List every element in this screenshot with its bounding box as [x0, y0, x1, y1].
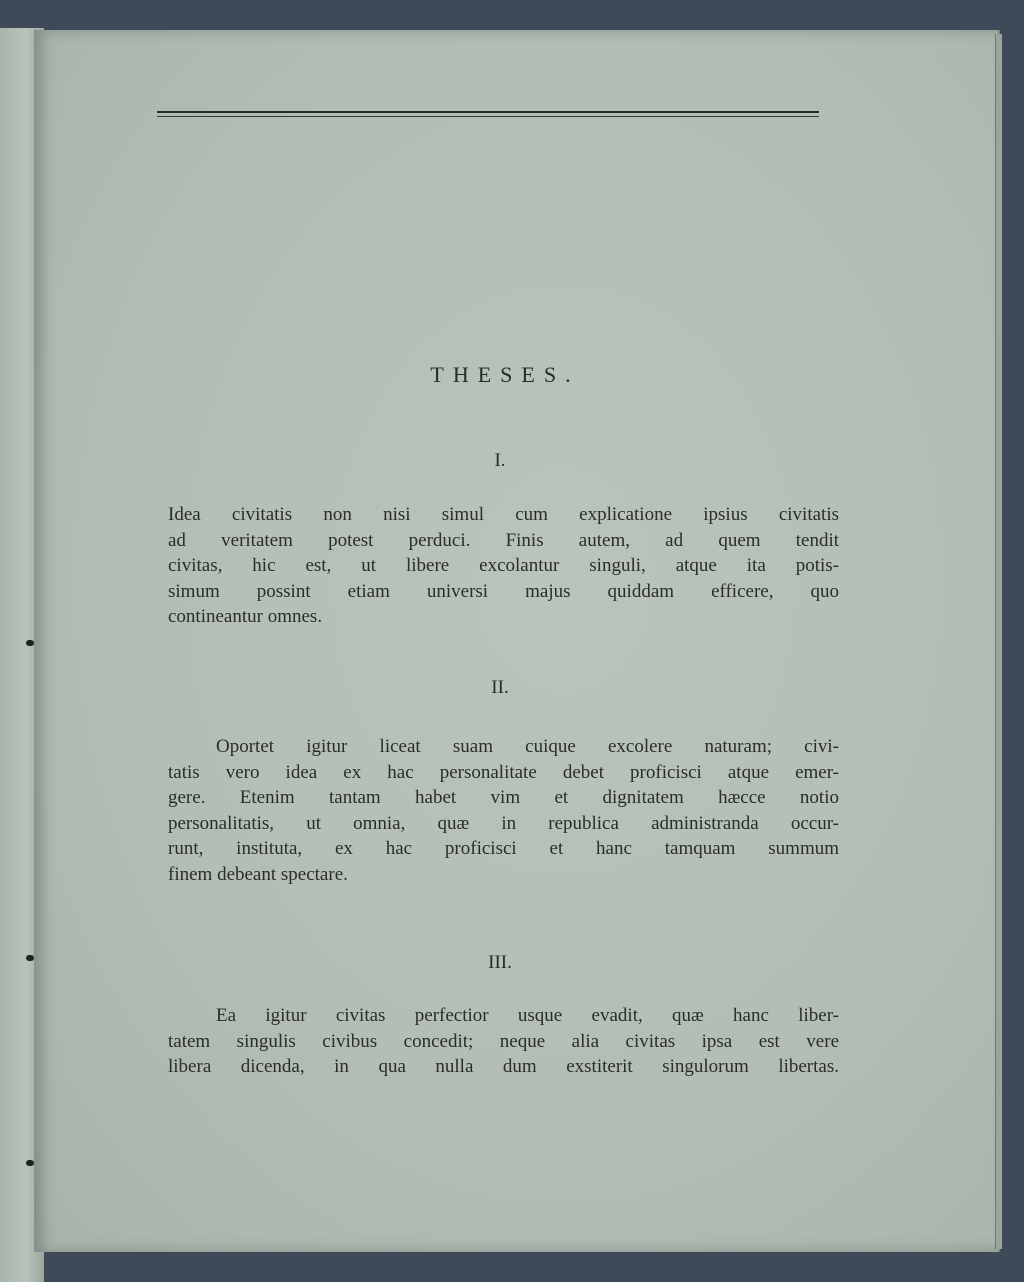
text-line: libera dicenda, in qua nulla dum exstiterit singulorum libertas. — [168, 1056, 839, 1077]
text-line: runt, instituta, ex hac proficisci et hanc tamquam summum — [168, 838, 839, 859]
binding-hole — [26, 955, 34, 961]
header-rule — [157, 111, 819, 113]
section-3-text — [168, 1003, 839, 1080]
header-rule-thin — [157, 116, 819, 117]
text-line: civitas, hic est, ut libere excolantur singuli, atque ita potis- — [168, 555, 839, 576]
text-line: Oportet igitur liceat suam cuique excolere naturam; civi- — [216, 736, 839, 757]
text-line: finem debeant spectare. — [168, 863, 348, 885]
section-number-1: I. — [494, 450, 506, 471]
text-line: personalitatis, ut omnia, quæ in republica administranda occur- — [168, 812, 839, 834]
text-line: ad veritatem potest perduci. Finis autem, ad quem tendit — [168, 529, 839, 551]
text-line: Idea civitatis non nisi simul cum explicatione ipsius civitatis — [168, 504, 839, 525]
section-2-text — [168, 734, 839, 887]
binding-hole — [26, 1160, 34, 1166]
section-number-3: III. — [488, 952, 512, 973]
text-line: Ea igitur civitas perfectior usque evadit, quæ hanc liber- — [216, 1005, 839, 1026]
binding-hole — [26, 640, 34, 646]
text-line: tatem singulis civibus concedit; neque alia civitas ipsa est vere — [168, 1030, 839, 1052]
text-line: simum possint etiam universi majus quiddam efficere, quo — [168, 580, 839, 602]
page-heading: THESES. — [430, 362, 580, 387]
page-stack-edge — [995, 34, 1002, 1249]
text-line: contineantur omnes. — [168, 606, 323, 627]
section-1-text — [168, 502, 839, 630]
section-number-2: II. — [491, 677, 509, 698]
text-line: tatis vero idea ex hac personalitate debet proficisci atque emer- — [168, 761, 839, 783]
text-line: gere. Etenim tantam habet vim et dignitatem hæcce notio — [168, 787, 839, 808]
